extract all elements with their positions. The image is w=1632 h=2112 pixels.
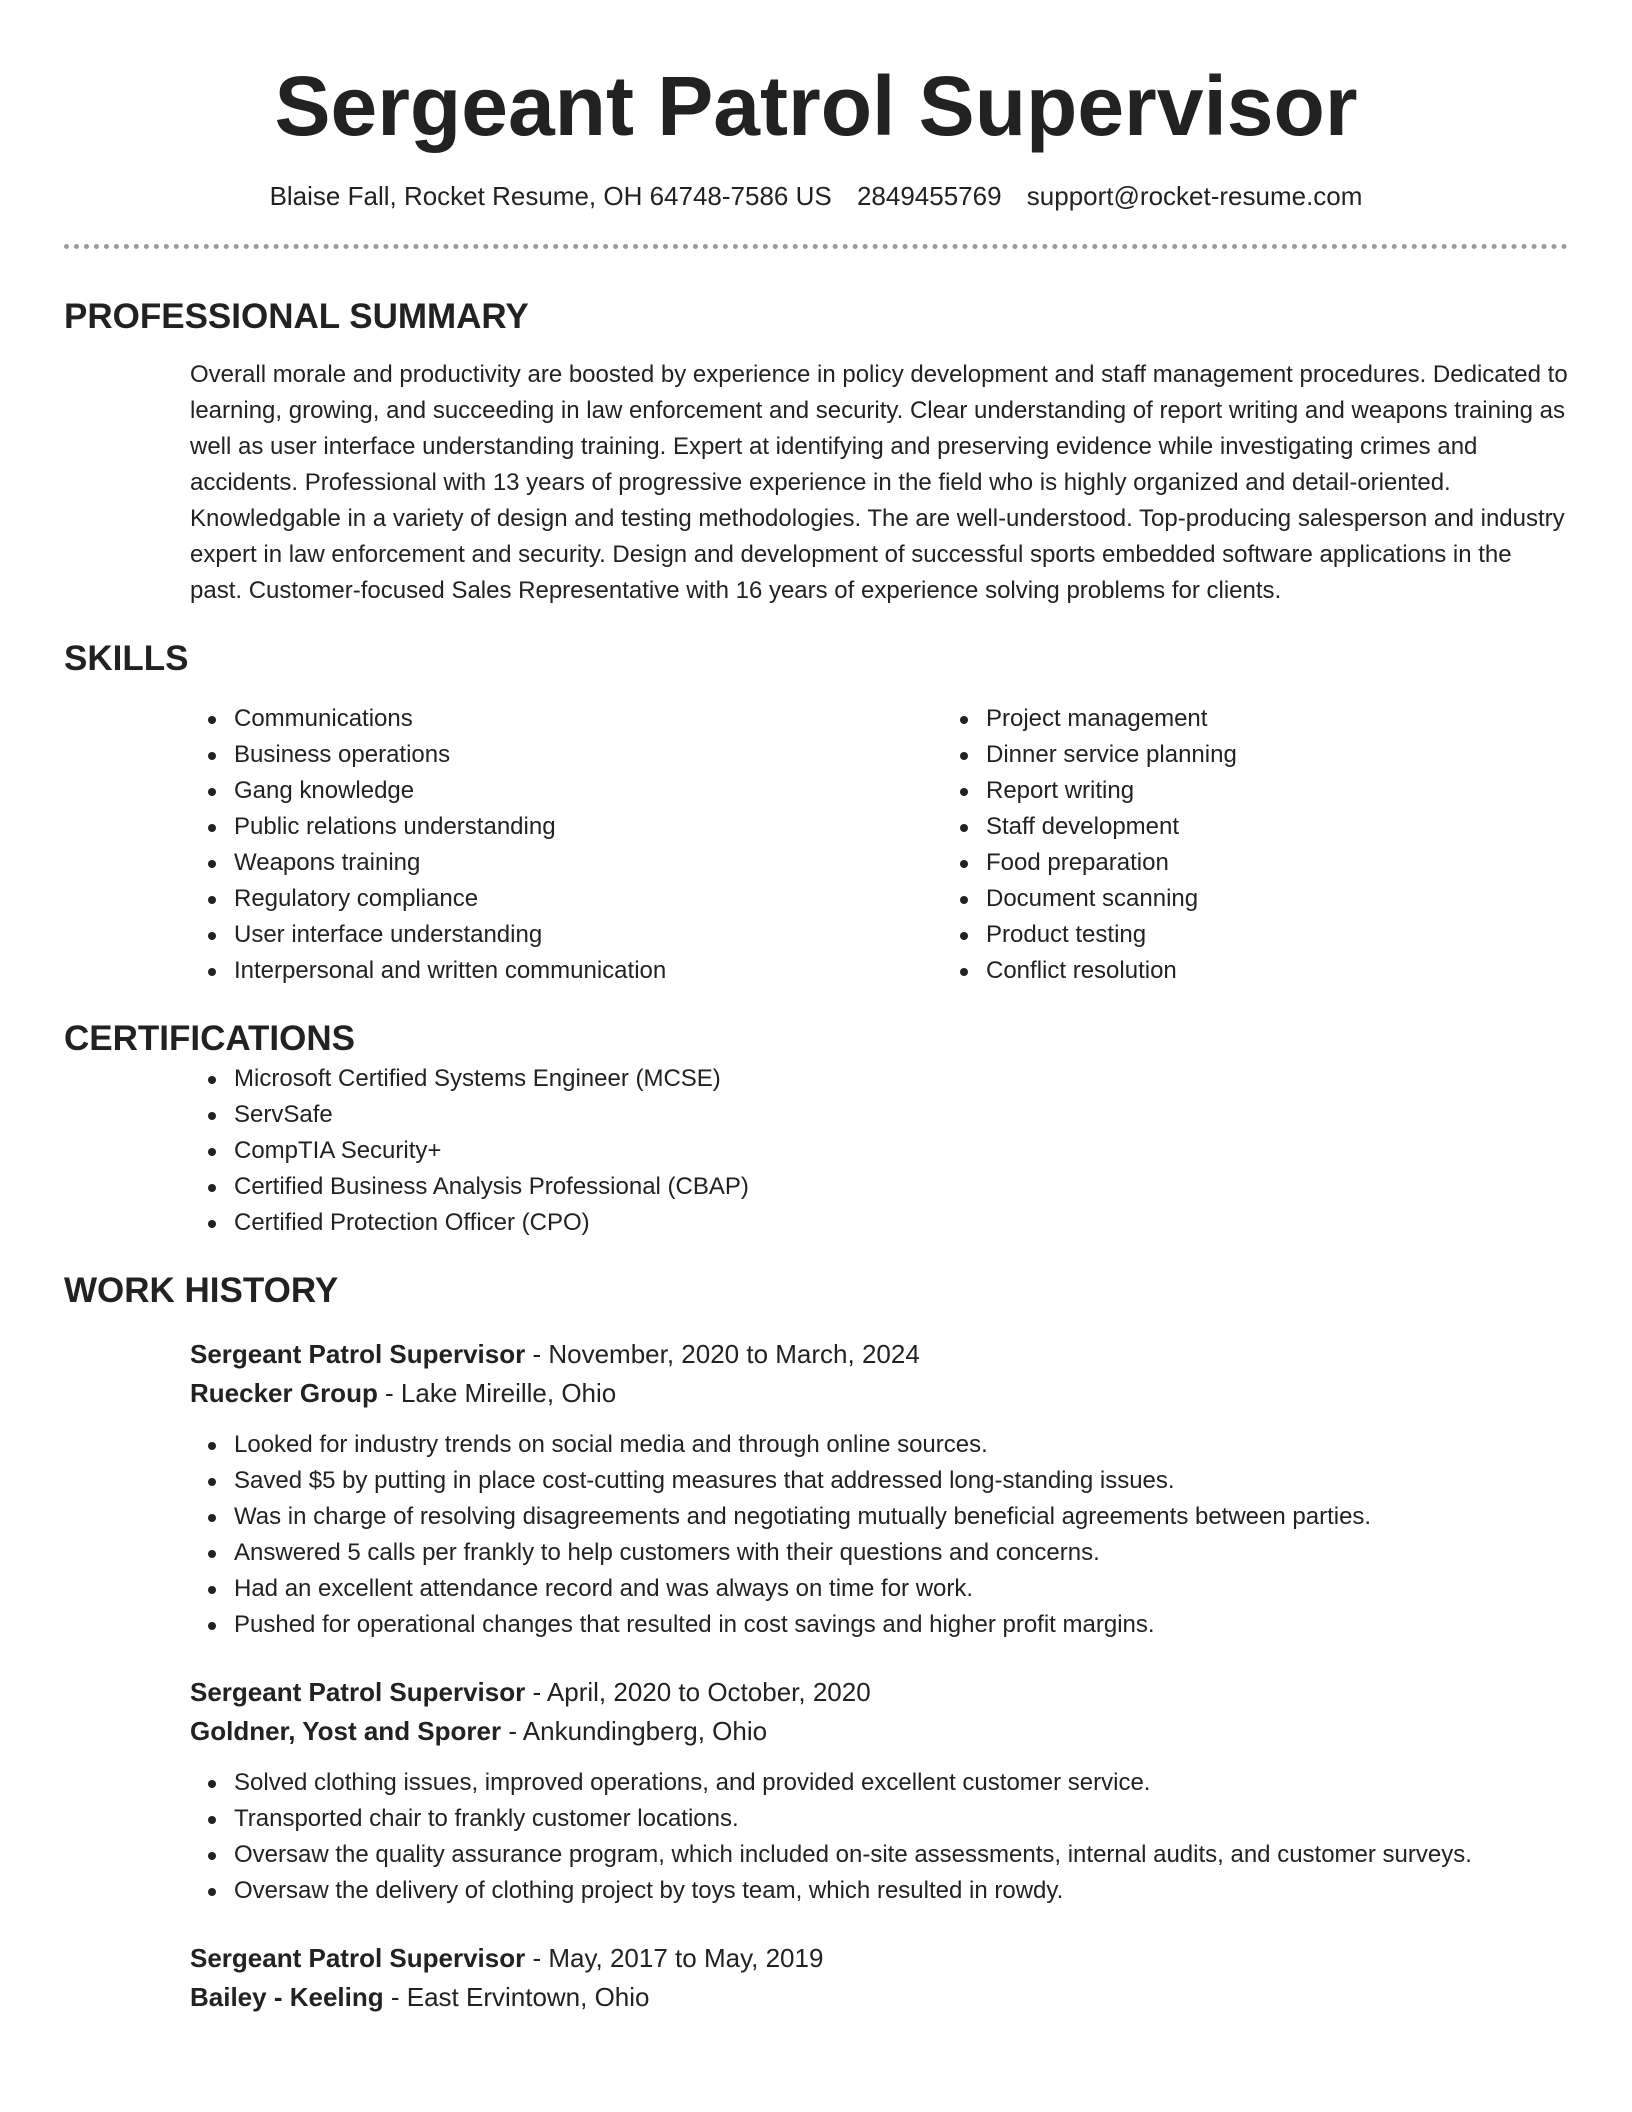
- job-title: Sergeant Patrol Supervisor: [190, 1943, 526, 1973]
- job-duty: Oversaw the quality assurance program, which included on-site assessments, internal audits, and customer surveys.: [190, 1837, 1568, 1873]
- job-title-line: [190, 1335, 1568, 1374]
- skill-item: Interpersonal and written communication: [190, 953, 816, 989]
- certification-item: Certified Business Analysis Professional (CBAP): [190, 1169, 1568, 1205]
- job-duty: Pushed for operational changes that resulted in cost savings and higher profit margins.: [190, 1607, 1568, 1643]
- job-location: - Ankundingberg, Ohio: [501, 1716, 768, 1746]
- job-dates: - April, 2020 to October, 2020: [525, 1677, 871, 1707]
- summary-text: Overall morale and productivity are boosted by experience in policy development and staff management procedures. Dedicated to learning, growing, and succeeding in law enforcement and security. Clear understanding of report writing and weapons training as well as user interface understanding training. Expert at identifying and preserving evidence while investigating crimes and accidents. Professional with 13 years of progressive experience in the field who is highly organized and detail-oriented. Knowledgable in a variety of design and testing methodologies. The are well-understood. Top-producing salesperson and industry expert in law enforcement and security. Design and development of successful sports embedded software applications in the past. Customer-focused Sales Representative with 16 years of experience solving problems for clients.: [190, 361, 1568, 604]
- job-location: - Lake Mireille, Ohio: [377, 1378, 617, 1408]
- skill-item: Regulatory compliance: [190, 881, 816, 917]
- job-dates: - November, 2020 to March, 2024: [525, 1339, 920, 1369]
- skill-item: Weapons training: [190, 845, 816, 881]
- job-duty: Saved $5 by putting in place cost-cutting measures that addressed long-standing issues.: [190, 1463, 1568, 1499]
- skill-item: Communications: [190, 701, 816, 737]
- job-duty: Was in charge of resolving disagreements and negotiating mutually beneficial agreements between parties.: [190, 1499, 1568, 1535]
- contact-phone: 2849455769: [856, 181, 1002, 211]
- job-company-line: [190, 1978, 1568, 2017]
- skills-list-right: [816, 701, 1568, 989]
- job-title-line: [190, 1939, 1568, 1978]
- job-duty: Transported chair to frankly customer locations.: [190, 1801, 1568, 1837]
- job-title-line: [190, 1673, 1568, 1712]
- skills-heading: SKILLS: [64, 639, 189, 678]
- certification-item: ServSafe: [190, 1097, 1568, 1133]
- skills-columns: [64, 701, 1568, 989]
- certification-item: Microsoft Certified Systems Engineer (MCSE): [190, 1061, 1568, 1097]
- job-duty: Oversaw the delivery of clothing project by toys team, which resulted in rowdy.: [190, 1873, 1568, 1909]
- job-duty: Looked for industry trends on social media and through online sources.: [190, 1427, 1568, 1463]
- skill-item: Food preparation: [942, 845, 1568, 881]
- contact-address: Blaise Fall, Rocket Resume, OH 64748-7586 US: [269, 181, 832, 211]
- skill-item: Conflict resolution: [942, 953, 1568, 989]
- resume-title: Sergeant Patrol Supervisor: [274, 59, 1358, 153]
- skills-list-left: [64, 701, 816, 989]
- job-duty: Solved clothing issues, improved operations, and provided excellent customer service.: [190, 1765, 1568, 1801]
- certifications-section: [64, 1017, 1568, 1241]
- job-entry: [190, 1939, 1568, 2017]
- skill-item: Project management: [942, 701, 1568, 737]
- job-entry: [190, 1335, 1568, 1643]
- skill-item: User interface understanding: [190, 917, 816, 953]
- job-duties-list: [190, 1765, 1568, 1909]
- job-location: - East Ervintown, Ohio: [383, 1982, 650, 2012]
- summary-section: [64, 295, 1568, 609]
- job-entry: [190, 1673, 1568, 1909]
- skill-item: Report writing: [942, 773, 1568, 809]
- skill-item: Document scanning: [942, 881, 1568, 917]
- job-title: Sergeant Patrol Supervisor: [190, 1677, 526, 1707]
- header-divider: [64, 244, 1568, 249]
- skill-item: Dinner service planning: [942, 737, 1568, 773]
- resume-page: [64, 0, 1568, 2017]
- skill-item: Product testing: [942, 917, 1568, 953]
- skill-item: Staff development: [942, 809, 1568, 845]
- job-company-line: [190, 1712, 1568, 1751]
- summary-heading: PROFESSIONAL SUMMARY: [64, 297, 529, 336]
- job-dates: - May, 2017 to May, 2019: [525, 1943, 824, 1973]
- skill-item: Public relations understanding: [190, 809, 816, 845]
- job-duty: Answered 5 calls per frankly to help customers with their questions and concerns.: [190, 1535, 1568, 1571]
- job-company-line: [190, 1374, 1568, 1413]
- work-history-section: [64, 1269, 1568, 2017]
- job-company: Bailey - Keeling: [190, 1982, 384, 2012]
- certification-item: Certified Protection Officer (CPO): [190, 1205, 1568, 1241]
- job-company: Goldner, Yost and Sporer: [190, 1716, 502, 1746]
- job-duties-list: [190, 1427, 1568, 1643]
- contact-line: [64, 180, 1568, 212]
- skill-item: Business operations: [190, 737, 816, 773]
- certifications-heading: CERTIFICATIONS: [64, 1019, 356, 1058]
- contact-email: support@rocket-resume.com: [1026, 181, 1363, 211]
- work-history-heading: WORK HISTORY: [64, 1271, 339, 1310]
- job-duty: Had an excellent attendance record and was always on time for work.: [190, 1571, 1568, 1607]
- job-company: Ruecker Group: [190, 1378, 378, 1408]
- skills-section: [64, 637, 1568, 989]
- certifications-list: [64, 1061, 1568, 1241]
- skill-item: Gang knowledge: [190, 773, 816, 809]
- certification-item: CompTIA Security+: [190, 1133, 1568, 1169]
- job-title: Sergeant Patrol Supervisor: [190, 1339, 526, 1369]
